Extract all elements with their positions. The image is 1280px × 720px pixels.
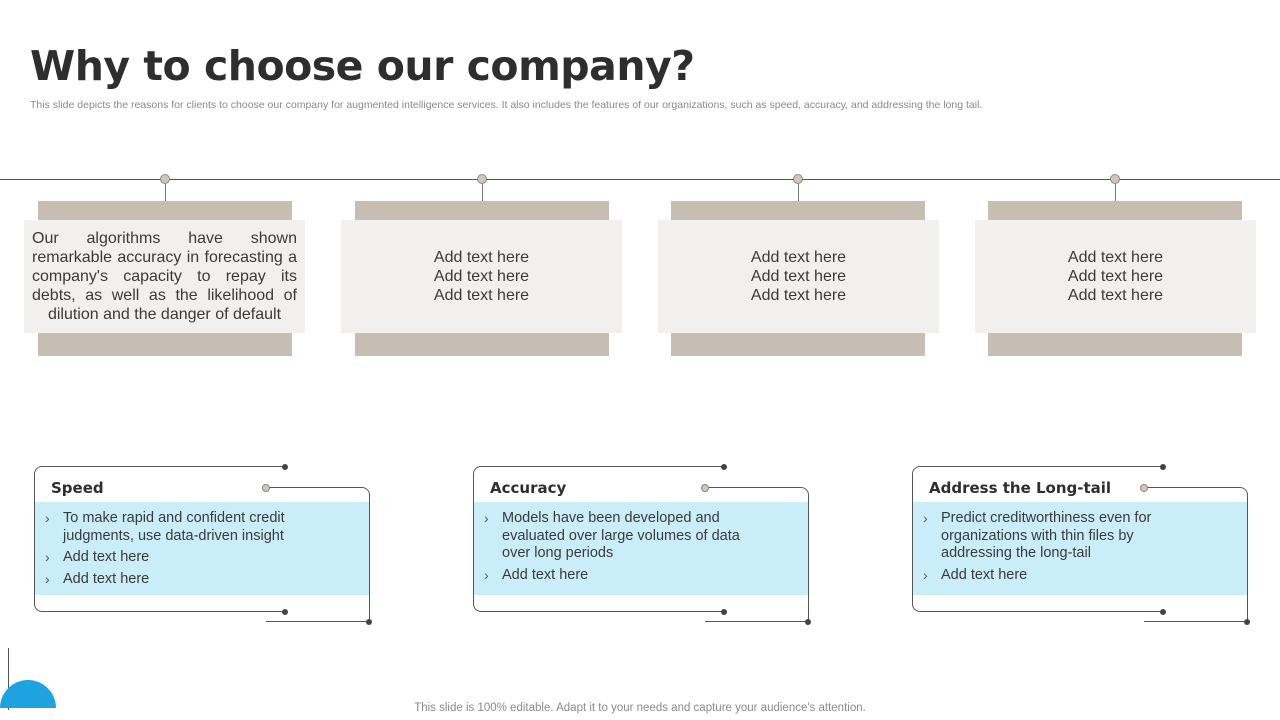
card-tab-bottom <box>38 333 292 356</box>
reason-card <box>975 220 1256 333</box>
chevron-right-icon: › <box>923 510 928 526</box>
feature-bullet: › To make rapid and confident credit judgments, use data-driven insight <box>45 510 285 544</box>
feature-bullet: › Add text here <box>45 570 150 587</box>
page-title: Why to choose our company? <box>30 42 695 90</box>
reason-card <box>658 220 939 333</box>
connector-ring-icon <box>1140 484 1148 492</box>
feature-heading: Accuracy <box>490 479 567 497</box>
card-text: Add text here <box>750 287 847 304</box>
chevron-right-icon: › <box>484 510 489 526</box>
feature-heading: Speed <box>51 479 104 497</box>
card-text: Add text here <box>1067 268 1164 285</box>
connector-dot <box>282 609 288 615</box>
card-tab-bottom <box>355 333 609 356</box>
feature-bullet: › Models have been developed and evaluated over large volumes of data over long periods <box>484 510 740 561</box>
feature-panel <box>474 502 808 595</box>
connector-dot <box>1160 464 1166 470</box>
feature-bullet: › Add text here <box>923 566 1028 583</box>
timeline-line <box>0 179 1280 180</box>
card-text: Add text here <box>750 249 847 266</box>
card-tab-top <box>671 201 925 220</box>
chevron-right-icon: › <box>923 566 928 583</box>
card-tab-top <box>355 201 609 220</box>
page-subtitle: This slide depicts the reasons for clients to choose our company for augmented intelligence services. It also includes the features of our organizations, such as speed, accuracy, and addressing the long tail. <box>30 99 983 111</box>
card-text: Our algorithms have shown remarkable accuracy in forecasting a company's capacity to repay its debts, as well as the likelihood of dilution and the danger of default <box>32 230 297 323</box>
card-text: Add text here <box>433 249 530 266</box>
connector-dot <box>282 464 288 470</box>
card-text: Add text here <box>1067 249 1164 266</box>
feature-panel <box>35 502 369 595</box>
card-text: Add text here <box>1067 287 1164 304</box>
chevron-right-icon: › <box>45 549 50 565</box>
connector-dot <box>1160 609 1166 615</box>
pin-icon <box>793 174 803 184</box>
connector-dot <box>805 619 811 625</box>
connector-dot <box>366 619 372 625</box>
feature-bullet: › Add text here <box>45 549 150 565</box>
pin-icon <box>160 174 170 184</box>
card-tab-bottom <box>671 333 925 356</box>
connector-dot <box>721 609 727 615</box>
card-tab-top <box>988 201 1242 220</box>
pin-icon <box>477 174 487 184</box>
pin-stem <box>165 184 166 201</box>
connector-dot <box>1244 619 1250 625</box>
feature-bullet: › Predict creditworthiness even for organizations with thin files by addressing the long-tail <box>923 510 1152 561</box>
feature-box-accuracy <box>473 466 810 626</box>
chevron-right-icon: › <box>45 570 50 587</box>
pin-stem <box>482 184 483 201</box>
feature-heading: Address the Long-tail <box>929 479 1112 497</box>
chevron-right-icon: › <box>484 566 489 583</box>
connector-ring-icon <box>701 484 709 492</box>
connector-ring-icon <box>262 484 270 492</box>
feature-box-speed <box>34 466 371 626</box>
footer-note: This slide is 100% editable. Adapt it to your needs and capture your audience's attention. <box>414 702 866 714</box>
feature-panel <box>913 502 1247 595</box>
pin-stem <box>798 184 799 201</box>
pin-stem <box>1115 184 1116 201</box>
feature-bullet: › Add text here <box>484 566 589 583</box>
reason-card <box>341 220 622 333</box>
card-text: Add text here <box>750 268 847 285</box>
card-tab-bottom <box>988 333 1242 356</box>
pin-icon <box>1110 174 1120 184</box>
chevron-right-icon: › <box>45 510 50 526</box>
card-tab-top <box>38 201 292 220</box>
reason-card <box>24 220 305 333</box>
connector-dot <box>721 464 727 470</box>
card-text: Add text here <box>433 287 530 304</box>
feature-box-long-tail <box>912 466 1249 626</box>
card-text: Add text here <box>433 268 530 285</box>
